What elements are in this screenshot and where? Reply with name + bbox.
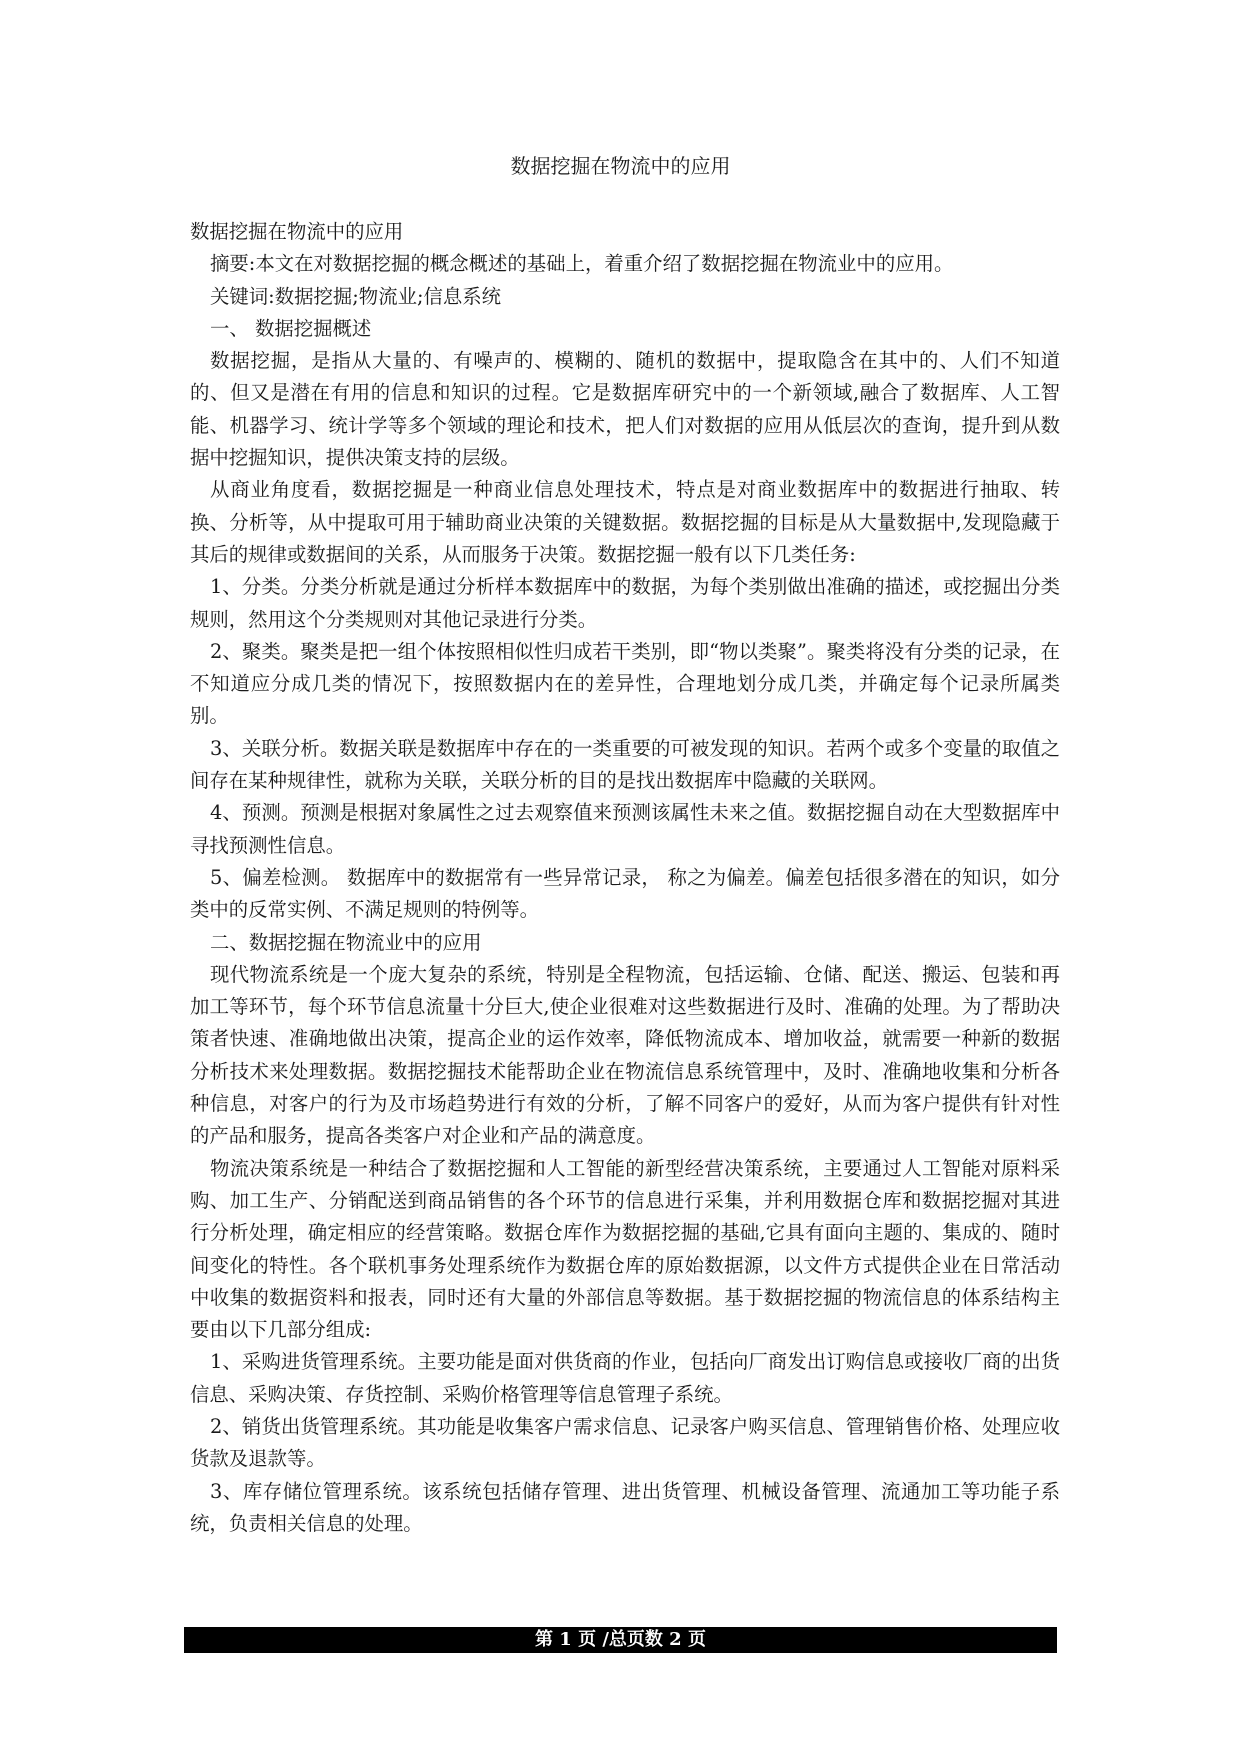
section-heading-2: 二、数据挖掘在物流业中的应用 — [210, 930, 482, 954]
page-title: 数据挖掘在物流中的应用 — [510, 154, 731, 178]
section-heading-1: 一、 数据挖掘概述 — [210, 316, 372, 340]
list-item: 4、预测。预测是根据对象属性之过去观察值来预测该属性未来之值。数据挖掘自动在大型数据库中寻找预测性信息。 — [190, 801, 1060, 857]
keywords-paragraph: 关键词:数据挖掘;物流业;信息系统 — [210, 284, 502, 308]
list-item: 2、销货出货管理系统。其功能是收集客户需求信息、记录客户购买信息、管理销售价格、处理应收货款及退款等。 — [190, 1414, 1060, 1471]
document-body — [190, 216, 1060, 1540]
abstract-paragraph: 摘要:本文在对数据挖掘的概念概述的基础上，着重介绍了数据挖掘在物流业中的应用。 — [210, 252, 954, 276]
list-item: 2、聚类。聚类是把一组个体按照相似性归成若干类别，即“物以类聚”。聚类将没有分类的记录，在不知道应分成几类的情况下，按照数据内在的差异性，合理地划分成几类，并确定每个记录所属类别。 — [190, 639, 1060, 728]
body-paragraph: 物流决策系统是一种结合了数据挖掘和人工智能的新型经营决策系统，主要通过人工智能对原料采购、加工生产、分销配送到商品销售的各个环节的信息进行采集，并利用数据仓库和数据挖掘对其进行分析处理，确定相应的经营策略。数据仓库作为数据挖掘的基础,它具有面向主题的、集成的、随时间变化的特性。各个联机事务处理系统作为数据仓库的原始数据源，以文件方式提供企业在日常活动中收集的数据资料和报表，同时还有大量的外部信息等数据。基于数据挖掘的物流信息的体系结构主要由以下几部分组成: — [190, 1156, 1060, 1342]
list-item: 1、采购进货管理系统。主要功能是面对供货商的作业，包括向厂商发出订购信息或接收厂商的出货信息、采购决策、存货控制、采购价格管理等信息管理子系统。 — [190, 1350, 1060, 1406]
doc-heading: 数据挖掘在物流中的应用 — [190, 220, 404, 243]
body-paragraph: 现代物流系统是一个庞大复杂的系统，特别是全程物流，包括运输、仓储、配送、搬运、包装和再加工等环节，每个环节信息流量十分巨大,使企业很难对这些数据进行及时、准确的处理。为了帮助决策者快速、准确地做出决策，提高企业的运作效率，降低物流成本、增加收益，就需要一种新的数据分析技术来处理数据。数据挖掘技术能帮助企业在物流信息系统管理中，及时、准确地收集和分析各种信息，对客户的行为及市场趋势进行有效的分析，了解不同客户的爱好，从而为客户提供有针对性的产品和服务，提高各类客户对企业和产品的满意度。 — [190, 962, 1060, 1148]
list-item: 3、库存储位管理系统。该系统包括储存管理、进出货管理、机械设备管理、流通加工等功能子系统，负责相关信息的处理。 — [190, 1479, 1060, 1535]
list-item: 5、偏差检测。 数据库中的数据常有一些异常记录， 称之为偏差。偏差包括很多潜在的知识，如分类中的反常实例、不满足规则的特例等。 — [190, 865, 1060, 922]
body-paragraph: 数据挖掘，是指从大量的、有噪声的、模糊的、随机的数据中，提取隐含在其中的、人们不知道的、但又是潜在有用的信息和知识的过程。它是数据库研究中的一个新领域,融合了数据库、人工智能、机器学习、统计学等多个领域的理论和技术，把人们对数据的应用从低层次的查询，提升到从数据中挖掘知识，提供决策支持的层级。 — [190, 349, 1060, 470]
body-paragraph: 从商业角度看，数据挖掘是一种商业信息处理技术，特点是对商业数据库中的数据进行抽取、转换、分析等，从中提取可用于辅助商业决策的关键数据。数据挖掘的目标是从大量数据中,发现隐藏于其后的规律或数据间的关系，从而服务于决策。数据挖掘一般有以下几类任务: — [190, 478, 1060, 566]
page-footer — [184, 1627, 1057, 1653]
page-number-label: 第 1 页 /总页数 2 页 — [535, 1629, 706, 1650]
list-item: 3、关联分析。数据关联是数据库中存在的一类重要的可被发现的知识。若两个或多个变量的取值之间存在某种规律性，就称为关联，关联分析的目的是找出数据库中隐藏的关联网。 — [190, 736, 1060, 793]
list-item: 1、分类。分类分析就是通过分析样本数据库中的数据，为每个类别做出准确的描述，或挖掘出分类规则，然用这个分类规则对其他记录进行分类。 — [190, 575, 1060, 631]
